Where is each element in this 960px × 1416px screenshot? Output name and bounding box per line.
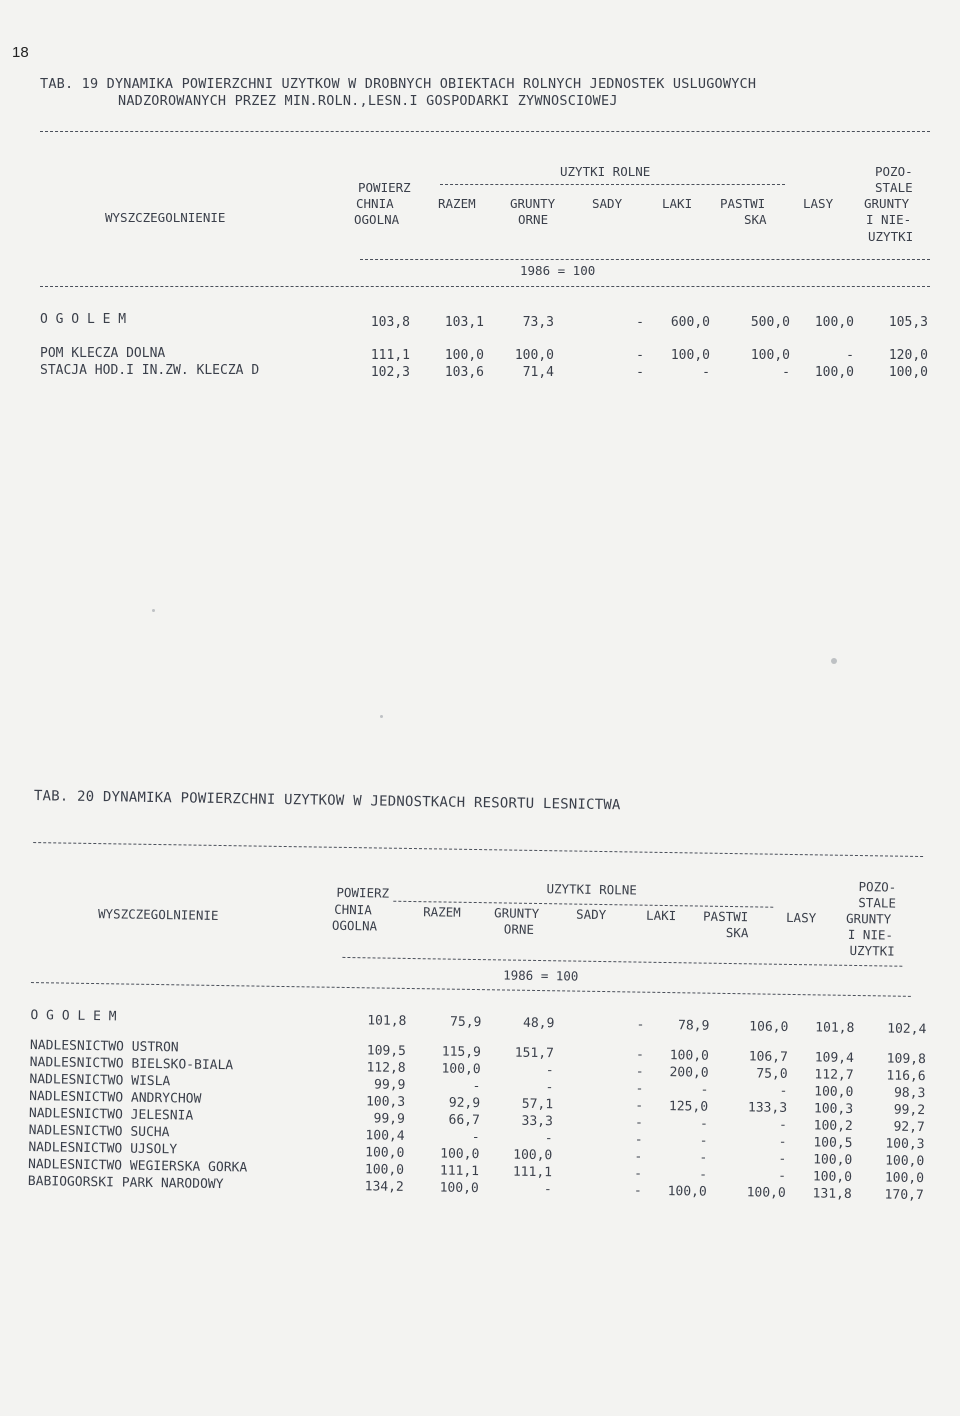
table-20-cell: 99,9 [373, 1111, 405, 1127]
table-20-cell: 78,9 [677, 1018, 710, 1034]
table-20-cell: 109,8 [886, 1051, 926, 1068]
table-19-header-laki: LAKI [662, 196, 693, 211]
table-19-header-grunty: GRUNTY [510, 196, 556, 211]
table-20-cell: 101,8 [815, 1020, 855, 1036]
table-20-cell: 100,0 [814, 1084, 854, 1100]
table-20-cell: 101,8 [367, 1013, 407, 1029]
table-20-header-uzytki-rolne: UZYTKI ROLNE [546, 881, 637, 898]
table-20-row-name: NADLESNICTWO ANDRYCHOW [29, 1089, 202, 1107]
table-20-cell: - [779, 1083, 788, 1099]
table-20-cell: - [700, 1082, 709, 1098]
table-20-cell: - [635, 1047, 645, 1063]
table-20-cell: - [635, 1064, 644, 1080]
table-19-cell: - [782, 365, 790, 380]
table-20-header-orne: ORNE [503, 921, 535, 937]
table-20-cell: - [635, 1098, 644, 1114]
table-20-header-stale: STALE [858, 895, 897, 911]
table-19-cell: 105,3 [888, 315, 928, 330]
table-19-cell: 103,1 [444, 315, 484, 330]
table-20-cell: 106,0 [749, 1019, 789, 1035]
table-20-header-powierz: POWIERZ [336, 884, 390, 901]
table-20-cell: - [636, 1017, 645, 1033]
table-20-cell: 151,7 [514, 1045, 555, 1062]
table-20-header-lasy: LASY [785, 909, 817, 926]
table-20-cell: 109,4 [814, 1050, 855, 1066]
table-19-cell: 100,0 [888, 365, 928, 380]
table-20-header-base-year: 1986 = 100 [503, 967, 579, 984]
table-20-cell: 100,3 [365, 1094, 406, 1110]
table-19-cell: 100,0 [444, 348, 484, 363]
table-20-cell: 111,1 [512, 1164, 553, 1181]
table-20-cell: 100,0 [439, 1180, 479, 1197]
scan-speck [831, 658, 837, 664]
table-20-cell: 134,2 [364, 1179, 404, 1195]
table-19-cell: - [636, 365, 644, 380]
table-20-cell: 100,0 [365, 1145, 405, 1161]
table-20-cell: - [471, 1129, 480, 1146]
table-20-cell: 75,9 [449, 1014, 482, 1031]
table-20-cell: 100,0 [885, 1153, 925, 1170]
table-19-header-orne: ORNE [518, 212, 549, 227]
table-19-cell: 500,0 [750, 315, 790, 330]
table-20-cell: 100,2 [813, 1118, 853, 1134]
table-19-row-name: O G O L E M [40, 312, 127, 327]
table-20-cell: 99,2 [893, 1102, 926, 1119]
table-19-header-powierz: POWIERZ [358, 180, 411, 195]
table-20-cell: 109,5 [366, 1043, 407, 1059]
table-20-cell: - [699, 1116, 708, 1132]
table-19-header-base-year: 1986 = 100 [520, 263, 596, 278]
table-20-cell: - [699, 1133, 708, 1149]
table-20-cell: 100,3 [885, 1136, 925, 1153]
table-20-cell: 100,4 [365, 1128, 405, 1144]
table-19-cell: 73,3 [522, 315, 554, 330]
page-number: 18 [12, 44, 29, 61]
table-19-header-uzytki-rolne: UZYTKI ROLNE [560, 164, 651, 179]
table-19-header-ska: SKA [744, 212, 767, 227]
table-19-header-pastwi: PASTWI [720, 196, 766, 211]
table-19-header-lasy: LASY [803, 196, 834, 211]
table-19-row-name: STACJA HOD.I IN.ZW. KLECZA D [40, 363, 260, 378]
table-20-header-i-nie: I NIE- [847, 926, 894, 943]
table-19-cell: 103,6 [444, 365, 484, 380]
table-20-header-sady: SADY [576, 906, 607, 923]
table-20-cell: 131,8 [812, 1186, 852, 1202]
scan-speck [380, 715, 383, 718]
table-20-header-grunty-2: GRUNTY [845, 910, 892, 927]
table-20-cell: - [634, 1149, 643, 1165]
table-20-top-rule [33, 842, 923, 857]
table-20-cell: 92,9 [448, 1095, 481, 1112]
table-19-row-name: POM KLECZA DOLNA [40, 346, 166, 361]
table-20-cell: 170,7 [884, 1187, 924, 1204]
table-19-cell: 100,0 [814, 315, 854, 330]
table-19-header-description: WYSZCZEGOLNIENIE [105, 210, 226, 225]
table-19-header-stale: STALE [875, 180, 913, 195]
table-19-header-i-nie: I NIE- [866, 212, 912, 227]
table-19-header-sady: SADY [592, 196, 623, 211]
table-20-row-name: NADLESNICTWO WEGIERSKA GORKA [27, 1157, 248, 1176]
table-20-cell: 57,1 [521, 1096, 554, 1113]
table-20-cell: - [699, 1150, 708, 1166]
table-20-cell: 100,0 [813, 1152, 853, 1168]
table-20-row-name: BABIOGORSKI PARK NARODOWY [27, 1174, 224, 1193]
table-20-cell: 112,8 [366, 1060, 406, 1076]
table-19-header-grunty-2: GRUNTY [864, 196, 910, 211]
table-20-cell: 100,0 [884, 1170, 925, 1187]
table-19-cell: - [636, 348, 644, 363]
table-20-cell: 125,0 [668, 1099, 709, 1115]
table-19-header-ogolna: OGOLNA [354, 212, 400, 227]
table-20-cell: - [778, 1134, 787, 1150]
table-20-cell: 112,7 [814, 1067, 854, 1083]
table-19-header-razem: RAZEM [438, 196, 476, 211]
table-19-cell: - [636, 315, 644, 330]
table-20-cell: - [634, 1132, 643, 1148]
table-20-cell: 100,0 [513, 1147, 553, 1164]
table-20-cell: 115,9 [441, 1044, 482, 1061]
table-20-cell: 100,0 [669, 1048, 710, 1064]
table-19-cell: 111,1 [370, 348, 410, 363]
table-20-cell: - [778, 1168, 787, 1184]
table-20-header-ogolna: OGOLNA [331, 917, 378, 934]
table-20-cell: - [699, 1167, 708, 1183]
table-19-cell: 103,8 [370, 315, 410, 330]
table-20-cell: 33,3 [521, 1113, 553, 1130]
table-19-cell: - [846, 348, 854, 363]
table-19-cell: 100,0 [514, 348, 554, 363]
table-19-cell: 100,0 [670, 348, 710, 363]
table-20-cell: - [543, 1182, 552, 1198]
table-19-cell: 100,0 [814, 365, 854, 380]
table-20-cell: 98,3 [893, 1085, 926, 1102]
table-20-title: TAB. 20 DYNAMIKA POWIERZCHNI UZYTKOW W JEDNOSTKACH RESORTU LESNICTWA [33, 788, 621, 814]
table-20-cell: 111,1 [439, 1163, 480, 1180]
table-20-header-razem: RAZEM [423, 904, 461, 920]
table-20-cell: - [778, 1151, 787, 1167]
table-20-row-name: NADLESNICTWO UJSOLY [28, 1140, 178, 1158]
table-19-header-uzytki: UZYTKI [868, 229, 914, 244]
table-20-base-rule [342, 957, 902, 967]
table-20-cell: 100,0 [746, 1185, 786, 1201]
table-20-cell: - [545, 1063, 554, 1079]
table-20-header-ska: SKA [725, 924, 749, 941]
table-20-header-uzytki: UZYTKI [849, 942, 895, 959]
table-20-cell: 116,6 [886, 1068, 926, 1085]
table-20-cell: - [634, 1115, 643, 1131]
scan-speck [152, 609, 155, 612]
table-20-cell: 92,7 [893, 1119, 925, 1136]
table-20-row-name: NADLESNICTWO SUCHA [28, 1123, 170, 1141]
table-20-cell: 100,3 [813, 1101, 854, 1117]
table-20-cell: 75,0 [756, 1066, 788, 1082]
table-19-header-chnia: CHNIA [356, 196, 394, 211]
table-20-cell: 102,4 [887, 1021, 927, 1038]
table-20-cell: 100,0 [667, 1184, 707, 1200]
table-19-header-pozo: POZO- [875, 164, 913, 179]
table-20-header-pozo: POZO- [858, 879, 897, 895]
table-20-cell: - [634, 1166, 643, 1182]
table-19-title-line-2: NADZOROWANYCH PRZEZ MIN.ROLN.,LESN.I GOSPODARKI ZYWNOSCIOWEJ [118, 93, 618, 109]
table-20-cell: 48,9 [522, 1015, 555, 1032]
table-20-row-name: O G O L E M [30, 1008, 117, 1025]
table-20-row-name: NADLESNICTWO BIELSKO-BIALA [29, 1055, 234, 1074]
table-20-cell: 200,0 [669, 1065, 709, 1081]
table-19-cell: 600,0 [670, 315, 710, 330]
table-20-row-name: NADLESNICTWO WISLA [29, 1072, 171, 1090]
table-20-cell: 100,0 [441, 1061, 481, 1078]
table-20-cell: - [633, 1183, 642, 1199]
table-19-cell: 120,0 [888, 348, 928, 363]
table-20-cell: 100,5 [813, 1135, 853, 1151]
table-19-title-line-1: TAB. 19 DYNAMIKA POWIERZCHNI UZYTKOW W DROBNYCH OBIEKTACH ROLNYCH JEDNOSTEK USLUGOWYCH [40, 76, 757, 92]
table-20-header-description: WYSZCZEGOLNIENIE [97, 906, 219, 923]
table-20-header-pastwi: PASTWI [702, 908, 749, 925]
table-19-cell: 71,4 [522, 365, 554, 380]
table-20-cell: 133,3 [747, 1100, 788, 1116]
table-20-cell: - [545, 1080, 554, 1096]
table-20-cell: - [635, 1081, 644, 1097]
table-19-cell: 100,0 [750, 348, 790, 363]
table-20-cell: 100,0 [812, 1169, 853, 1185]
table-20-header-bottom-rule [31, 982, 911, 997]
table-20-cell: - [544, 1131, 553, 1147]
table-19-cell: 102,3 [370, 365, 410, 380]
table-20-header-laki: LAKI [645, 907, 677, 924]
table-20-cell: 66,7 [448, 1112, 480, 1129]
table-20-cell: - [778, 1117, 787, 1133]
table-20-cell: 106,7 [748, 1049, 789, 1065]
table-20-row-name: NADLESNICTWO USTRON [29, 1038, 179, 1056]
table-20-cell: 100,0 [364, 1162, 405, 1178]
table-20-header-chnia: CHNIA [334, 901, 372, 918]
table-20-cell: 100,0 [440, 1146, 480, 1163]
table-19-cell: - [702, 365, 710, 380]
table-20-cell: - [472, 1078, 481, 1095]
table-20-header-grunty: GRUNTY [494, 905, 540, 922]
table-20-cell: 99,9 [373, 1077, 406, 1093]
table-20-row-name: NADLESNICTWO JELESNIA [28, 1106, 194, 1124]
